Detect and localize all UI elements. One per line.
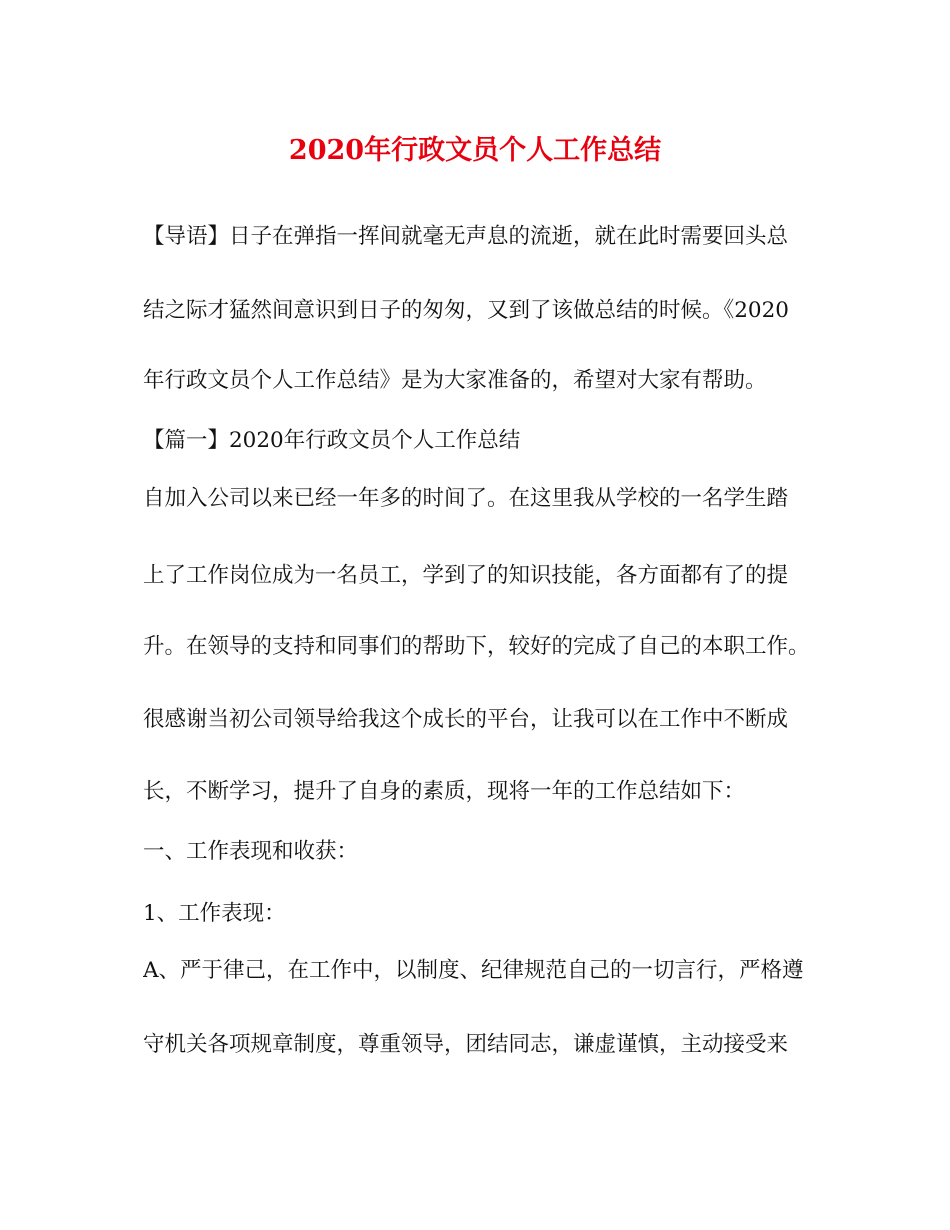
text-line: A、严于律己，在工作中，以制度、纪律规范自己的一切言行，严格遵 — [143, 958, 804, 983]
subheading-line: 一、工作表现和收获： — [143, 839, 359, 864]
text-line: 结之际才猛然间意识到日子的匆匆，又到了该做总结的时候。《2020 — [143, 298, 789, 323]
text-line: 上了工作岗位成为一名员工，学到了的知识技能，各方面都有了的提 — [143, 563, 789, 588]
subheading-line: 1、工作表现： — [143, 901, 286, 926]
text-line: 守机关各项规章制度，尊重领导，团结同志，谦虚谨慎，主动接受来 — [143, 1032, 789, 1057]
text-line: 长，不断学习，提升了自身的素质，现将一年的工作总结如下： — [143, 779, 746, 804]
text-line: 自加入公司以来已经一年多的时间了。在这里我从学校的一名学生踏 — [143, 486, 789, 511]
document-title: 2020年行政文员个人工作总结 — [288, 135, 662, 166]
text-line: 【导语】日子在弹指一挥间就毫无声息的流逝，就在此时需要回头总 — [143, 224, 789, 249]
section-heading: 【篇一】2020年行政文员个人工作总结 — [143, 428, 521, 453]
text-line: 年行政文员个人工作总结》是为大家准备的，希望对大家有帮助。 — [143, 368, 767, 393]
text-line: 很感谢当初公司领导给我这个成长的平台，让我可以在工作中不断成 — [143, 707, 789, 732]
text-line: 升。在领导的支持和同事们的帮助下，较好的完成了自己的本职工作。 — [143, 634, 810, 659]
